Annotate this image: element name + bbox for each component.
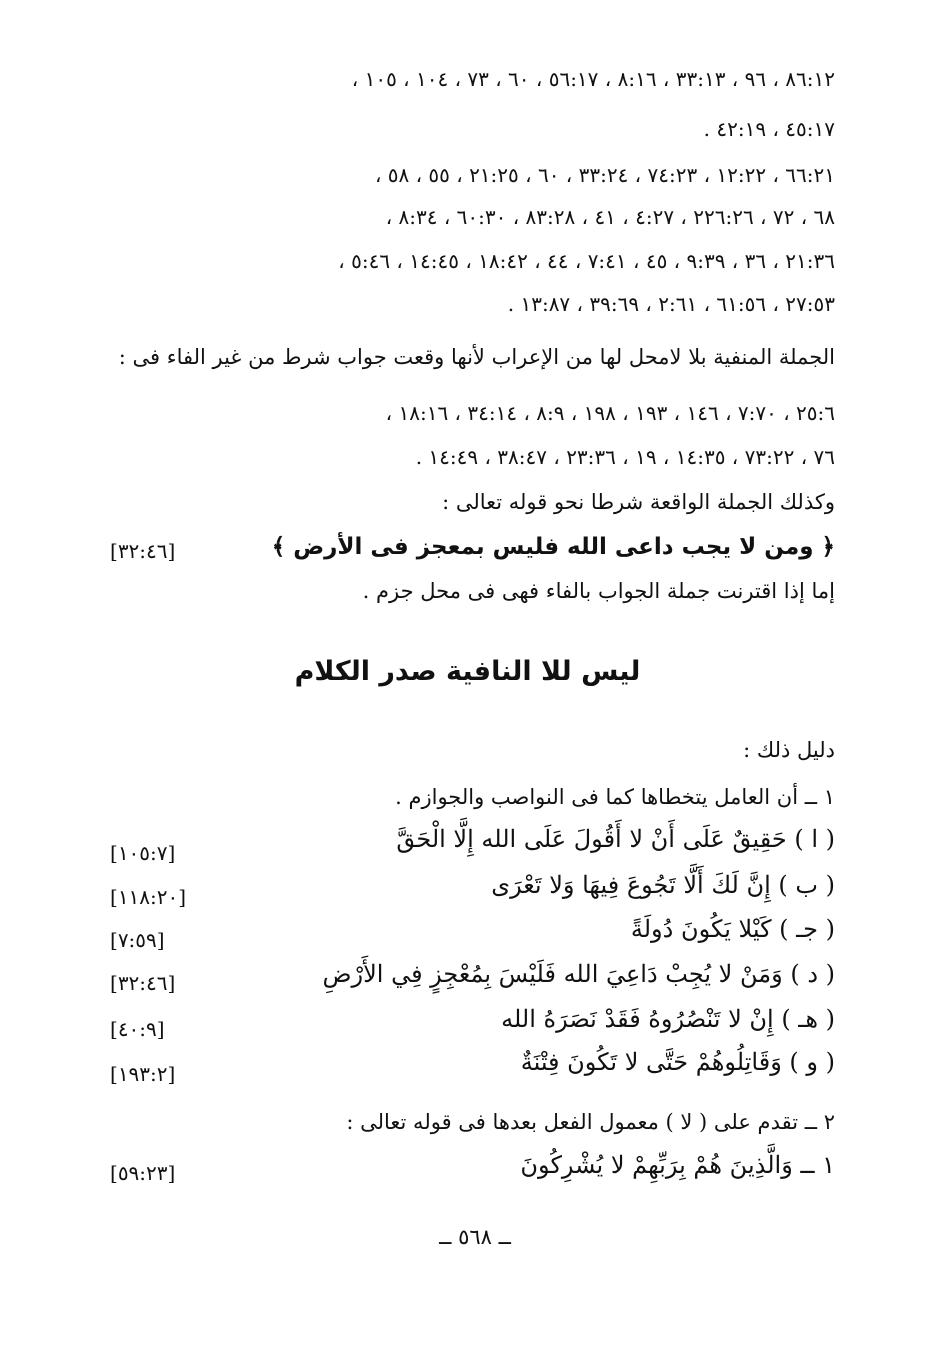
- negated-clause-intro: الجملة المنفية بلا لامحل لها من الإعراب لأنها وقعت جواب شرط من غير الفاء فى :: [118, 345, 835, 369]
- verse-reference: [٣٢:٤٦]: [110, 539, 176, 563]
- example-verse: ( و ) وَقَاتِلُوهُمْ حَتَّى لا تَكُونَ فِتْنَةٌ: [520, 1048, 835, 1076]
- point-1: ١ ــ أن العامل يتخطاها كما فى النواصب والجوازم .: [395, 785, 835, 809]
- example-reference: [١١٨:٢٠]: [110, 885, 187, 909]
- example-reference: [٤٠:٩]: [110, 1017, 165, 1041]
- likewise-line: وكذلك الجملة الواقعة شرطا نحو قوله تعالى :: [442, 490, 835, 514]
- example-verse: ( ب ) إِنَّ لَكَ أَلَّا تَجُوعَ فِيهَا وَلا تَعْرَى: [491, 871, 835, 899]
- point-2: ٢ ــ تقدم على ( لا ) معمول الفعل بعدها فى قوله تعالى :: [346, 1110, 835, 1134]
- reference-line: ٢٧:٥٣ ، ٦١:٥٦ ، ٢:٦١ ، ٣٩:٦٩ ، ١٣:٨٧ .: [507, 292, 835, 316]
- reference-line: ٤٥:١٧ ، ٤٢:١٩ .: [703, 117, 835, 141]
- reference-line: ٢٥:٦ ، ٧:٧٠ ، ١٤٦ ، ١٩٣ ، ١٩٨ ، ٨:٩ ، ٣٤:١٤ ، ١٨:١٦ ،: [385, 401, 835, 425]
- example-verse: ( جـ ) كَيْلا يَكُونَ دُولَةً: [630, 915, 835, 943]
- page-number: ــ ٥٦٨ ــ: [439, 1225, 511, 1249]
- quran-verse: ﴿ ومن لا يجب داعى الله فليس بمعجز فى الأرض ﴾: [271, 534, 835, 560]
- example-verse: ( هـ ) إِنْ لا تَنْصُرُوهُ فَقَدْ نَصَرَهُ الله: [501, 1005, 835, 1033]
- sub-example-reference: [٥٩:٢٣]: [110, 1161, 176, 1185]
- example-reference: [٣٢:٤٦]: [110, 971, 176, 995]
- evidence-label: دليل ذلك :: [743, 738, 835, 762]
- sub-example-verse: ١ ــ وَالَّذِينَ هُمْ بِرَبِّهِمْ لا يُشْرِكُونَ: [520, 1151, 835, 1179]
- section-heading: ليس للا النافية صدر الكلام: [294, 656, 641, 687]
- example-verse: ( ا ) حَقِيقٌ عَلَى أَنْ لا أَقُولَ عَلَى الله إِلَّا الْحَقَّ: [396, 825, 835, 853]
- reference-line: ٨٦:١٢ ، ٩٦ ، ٣٣:١٣ ، ٨:١٦ ، ٥٦:١٧ ، ٦٠ ، ٧٣ ، ١٠٤ ، ١٠٥ ،: [351, 67, 835, 91]
- example-verse: ( د ) وَمَنْ لا يُجِبْ دَاعِيَ الله فَلَيْسَ بِمُعْجِزٍ فِي الأَرْضِ: [322, 960, 835, 988]
- reference-line: ٢١:٣٦ ، ٣٦ ، ٩:٣٩ ، ٤٥ ، ٧:٤١ ، ٤٤ ، ١٨:٤٢ ، ١٤:٤٥ ، ٥:٤٦ ،: [338, 249, 835, 273]
- reference-line: ٦٦:٢١ ، ١٢:٢٢ ، ٧٤:٢٣ ، ٣٣:٢٤ ، ٦٠ ، ٢١:٢٥ ، ٥٥ ، ٥٨ ،: [374, 163, 835, 187]
- reference-line: ٧٦ ، ٧٣:٢٢ ، ١٤:٣٥ ، ١٩ ، ٢٣:٣٦ ، ٣٨:٤٧ ، ١٤:٤٩ .: [415, 445, 835, 469]
- example-reference: [٧:٥٩]: [110, 928, 165, 952]
- reference-line: ٦٨ ، ٧٢ ، ٢٢٦:٢٦ ، ٤:٢٧ ، ٤١ ، ٨٣:٢٨ ، ٦٠:٣٠ ، ٨:٣٤ ،: [385, 205, 835, 229]
- jazm-line: إما إذا اقترنت جملة الجواب بالفاء فهى فى محل جزم .: [362, 579, 835, 603]
- example-reference: [١٩٣:٢]: [110, 1062, 176, 1086]
- example-reference: [١٠٥:٧]: [110, 841, 176, 865]
